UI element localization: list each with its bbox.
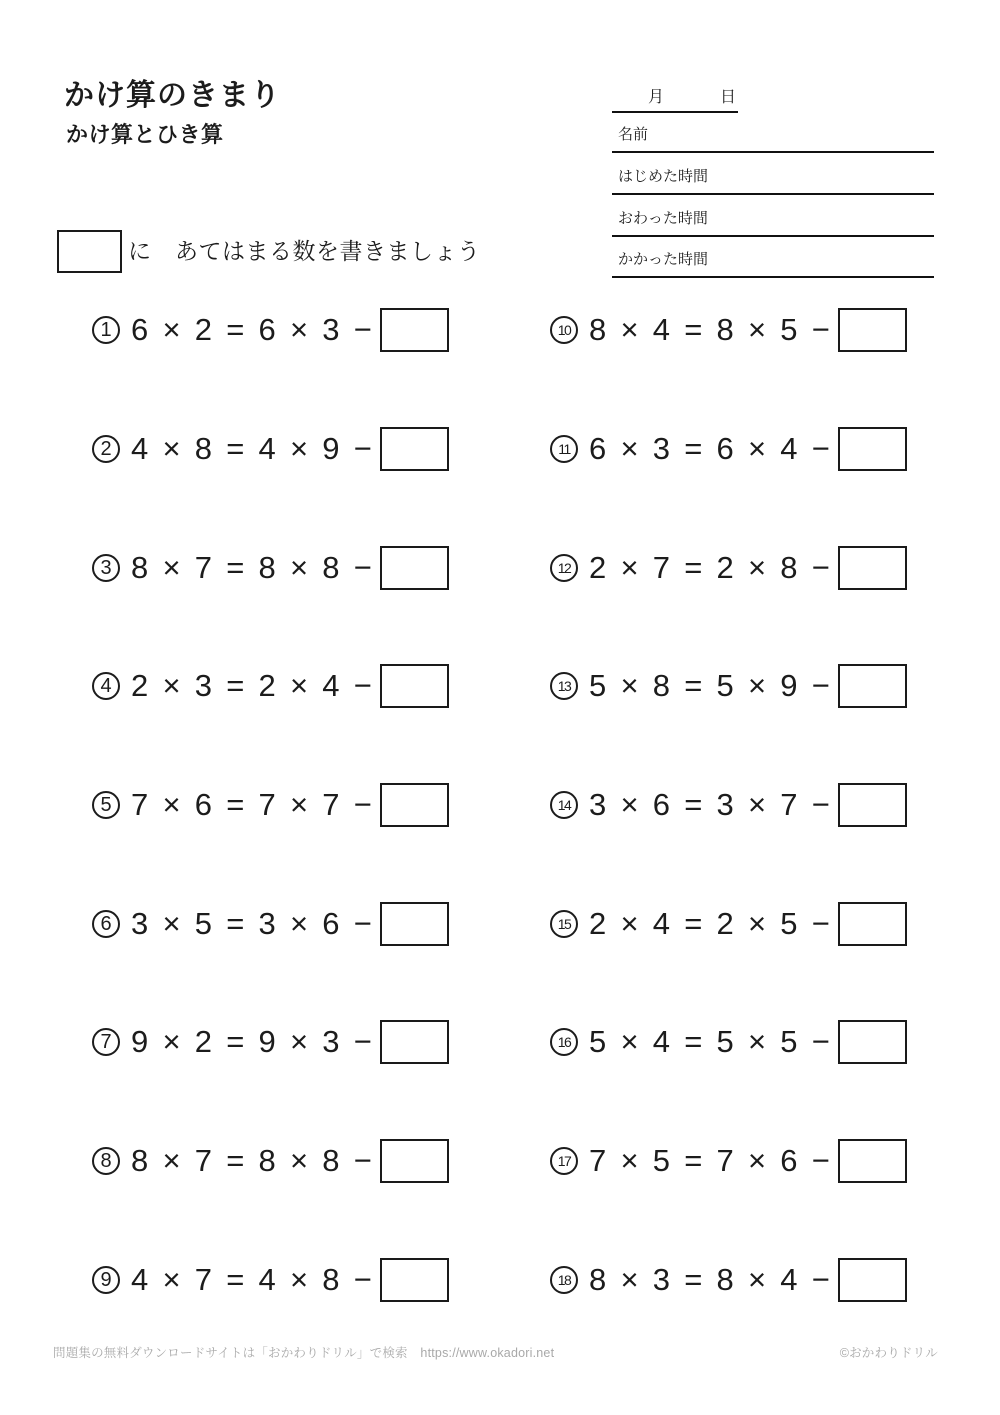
page-title: かけ算のきまり (64, 79, 281, 112)
problem-equation: 9 × 2 = 9 × 3 − (131, 1024, 375, 1059)
problem-number: 15 (550, 910, 578, 938)
problem-number: 2 (92, 435, 120, 463)
footer-site-credit: 問題集の無料ダウンロードサイトは「おかわりドリル」で検索 https://www.okadori.net (53, 1346, 555, 1360)
instruction-text: に あてはまる数を書きましょう (128, 238, 481, 264)
answer-box[interactable] (838, 1139, 907, 1183)
problem-row-9 (92, 1256, 464, 1304)
form-row-elapsed-time[interactable] (612, 237, 934, 278)
problem-equation: 7 × 5 = 7 × 6 − (589, 1143, 833, 1178)
problem-row-6 (92, 900, 464, 948)
answer-box[interactable] (838, 308, 907, 352)
problem-row-14 (550, 781, 922, 829)
problem-number: 7 (92, 1028, 120, 1056)
problem-row-11 (550, 425, 922, 473)
problem-equation: 5 × 8 = 5 × 9 − (589, 668, 833, 703)
answer-box[interactable] (380, 308, 449, 352)
problem-number: 18 (550, 1266, 578, 1294)
form-row-start-time[interactable] (612, 153, 934, 195)
problem-equation: 2 × 3 = 2 × 4 − (131, 668, 375, 703)
problem-equation: 8 × 4 = 8 × 5 − (589, 312, 833, 347)
problem-equation: 2 × 4 = 2 × 5 − (589, 906, 833, 941)
problem-row-8 (92, 1137, 464, 1185)
page-subtitle: かけ算とひき算 (66, 122, 224, 147)
form-row-label: おわった時間 (618, 210, 708, 227)
month-label: 月 (648, 89, 665, 106)
problem-number: 6 (92, 910, 120, 938)
answer-box[interactable] (380, 664, 449, 708)
problem-row-3 (92, 544, 464, 592)
problem-equation: 3 × 6 = 3 × 7 − (589, 787, 833, 822)
answer-box[interactable] (838, 664, 907, 708)
problem-equation: 6 × 2 = 6 × 3 − (131, 312, 375, 347)
form-row-name[interactable] (612, 113, 934, 153)
answer-box[interactable] (838, 783, 907, 827)
answer-box[interactable] (838, 1258, 907, 1302)
answer-box[interactable] (380, 1258, 449, 1302)
problem-row-17 (550, 1137, 922, 1185)
problem-number: 10 (550, 316, 578, 344)
answer-box[interactable] (380, 902, 449, 946)
problem-equation: 3 × 5 = 3 × 6 − (131, 906, 375, 941)
form-row-label: かかった時間 (618, 251, 709, 268)
form-row-end-time[interactable] (612, 195, 934, 237)
problem-equation: 5 × 4 = 5 × 5 − (589, 1024, 833, 1059)
form-row-label: 名前 (618, 126, 649, 143)
problem-number: 4 (92, 672, 120, 700)
problem-row-7 (92, 1018, 464, 1066)
problem-number: 5 (92, 791, 120, 819)
problem-number: 3 (92, 554, 120, 582)
problem-row-18 (550, 1256, 922, 1304)
form-row-label: はじめた時間 (618, 168, 709, 185)
problem-row-15 (550, 900, 922, 948)
problem-number: 1 (92, 316, 120, 344)
problem-number: 17 (550, 1147, 578, 1175)
problem-row-5 (92, 781, 464, 829)
answer-box[interactable] (380, 1139, 449, 1183)
problem-number: 8 (92, 1147, 120, 1175)
answer-box[interactable] (838, 427, 907, 471)
answer-box[interactable] (380, 1020, 449, 1064)
problem-equation: 4 × 7 = 4 × 8 − (131, 1262, 375, 1297)
problem-equation: 6 × 3 = 6 × 4 − (589, 431, 833, 466)
problem-row-2 (92, 425, 464, 473)
day-label: 日 (720, 89, 737, 106)
instruction-example-box (57, 230, 122, 273)
problem-equation: 2 × 7 = 2 × 8 − (589, 550, 833, 585)
problem-number: 12 (550, 554, 578, 582)
problem-row-12 (550, 544, 922, 592)
problem-row-16 (550, 1018, 922, 1066)
problem-row-10 (550, 306, 922, 354)
answer-box[interactable] (380, 427, 449, 471)
footer-copyright: ©おかわりドリル (839, 1346, 938, 1360)
problem-row-4 (92, 662, 464, 710)
problem-equation: 8 × 7 = 8 × 8 − (131, 1143, 375, 1178)
problem-equation: 8 × 7 = 8 × 8 − (131, 550, 375, 585)
problem-number: 11 (550, 435, 578, 463)
answer-box[interactable] (380, 546, 449, 590)
problem-number: 14 (550, 791, 578, 819)
info-form (612, 82, 934, 278)
problem-equation: 7 × 6 = 7 × 7 − (131, 787, 375, 822)
problem-number: 16 (550, 1028, 578, 1056)
problem-equation: 4 × 8 = 4 × 9 − (131, 431, 375, 466)
problem-number: 13 (550, 672, 578, 700)
answer-box[interactable] (838, 902, 907, 946)
answer-box[interactable] (838, 1020, 907, 1064)
answer-box[interactable] (838, 546, 907, 590)
date-row (612, 82, 934, 113)
answer-box[interactable] (380, 783, 449, 827)
problem-row-13 (550, 662, 922, 710)
problem-row-1 (92, 306, 464, 354)
problem-number: 9 (92, 1266, 120, 1294)
problem-equation: 8 × 3 = 8 × 4 − (589, 1262, 833, 1297)
